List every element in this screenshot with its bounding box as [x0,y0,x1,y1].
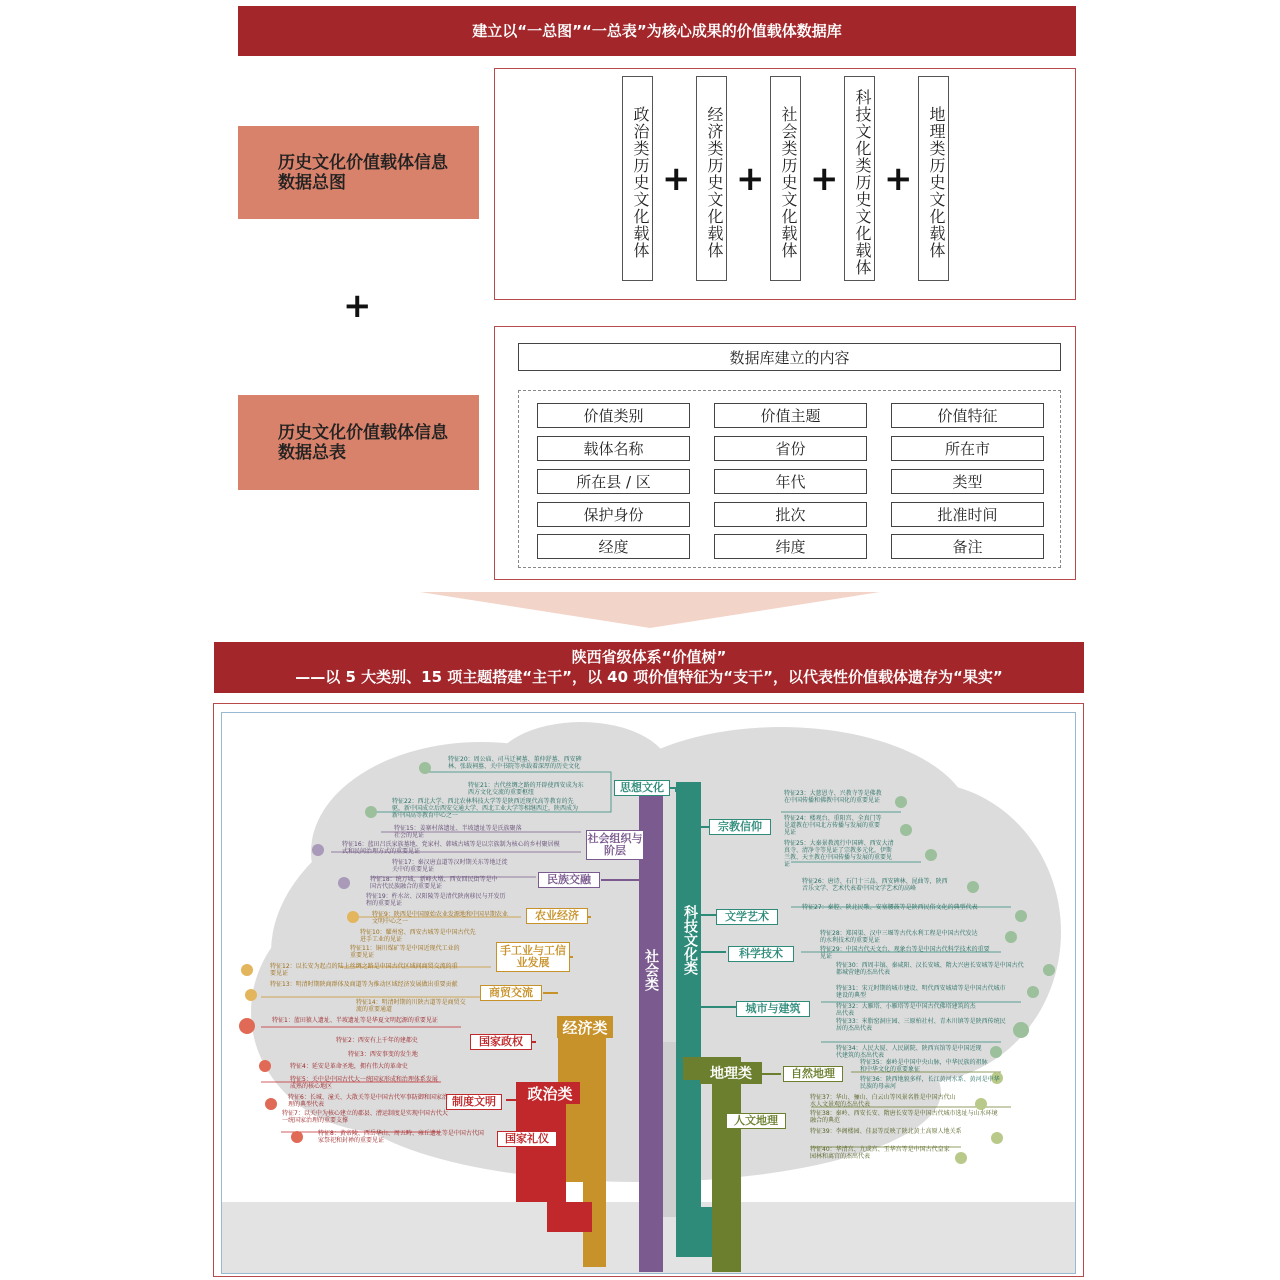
theme-label: 民族交融 [538,872,600,888]
carrier-science-label: 科技文化类历史文化载体 [853,89,872,276]
feature-text: 特征15：姜寨村落遗址、半坡遗址等是氏族聚落社会的见证 [394,825,522,839]
plus-icon: + [884,159,913,199]
theme-label: 制度文明 [446,1094,502,1110]
carrier-geography [918,76,949,281]
database-field: 类型 [891,469,1044,494]
feature-text: 特征29：中国古代天文台、观象台等是中国古代科学技术的重要见证 [820,946,990,960]
tree-banner-line1: 陕西省级体系“价值树” [571,648,727,666]
carrier-geography-label: 地理类历史文化载体 [927,106,946,259]
top-banner-text: 建立以“一总图”“一总表”为核心成果的价值载体数据库 [472,22,842,40]
data-table-label: 历史文化价值载体信息数据总表 [278,422,448,463]
data-map-label: 历史文化价值载体信息数据总图 [278,152,448,193]
plus-icon: + [662,159,691,199]
feature-text: 特征8：黄帝陵、西岳华山、周五畤、雍丘遗址等是中国古代国家祭祀和封禅的重要见证 [318,1130,484,1144]
feature-text: 特征14：明清时期的川陕古道等是商贸交流的重要通道 [356,999,466,1013]
feature-text: 特征3：西安事变的发生地 [348,1051,418,1058]
trunk-label-geography-text: 地理类 [710,1066,752,1082]
plus-icon: + [810,159,839,199]
feature-text: 特征6：长城、潼关、大散关等是中国古代军事防御和国家治理的典型代表 [288,1094,448,1108]
feature-text: 特征40：华清宫、九成宫、玉华宫等是中国古代皇家园林和离宫的杰出代表 [810,1146,950,1160]
database-field: 价值主题 [714,403,867,428]
theme-label: 手工业与工信业发展 [496,942,570,972]
feature-text: 特征18：统万城、新峰火墩、西安回民街等是中国古代民族融合的重要见证 [370,876,498,890]
theme-label: 国家礼仪 [497,1131,557,1147]
theme-label: 城市与建筑 [736,1001,810,1017]
database-field: 纬度 [714,534,867,559]
feature-text: 特征10：耀州窑、西安古城等是中国古代先进手工业的见证 [360,929,476,943]
database-field: 所在县 / 区 [537,469,690,494]
database-field: 价值类别 [537,403,690,428]
feature-text: 特征36：陕西地貌多样，长江黄河水系、黄河是中华民族的母亲河 [860,1076,1000,1090]
database-field: 经度 [537,534,690,559]
down-arrow [420,592,880,628]
feature-text: 特征27：秦腔、陕北民歌、安塞腰鼓等是陕西民俗文化的典型代表 [802,904,978,911]
theme-label: 文学艺术 [716,909,778,925]
top-banner [238,6,1076,56]
feature-text: 特征38：秦岭、西安长安、隋唐长安等是中国古代城市选址与山水环境融合的典范 [810,1110,998,1124]
carrier-social-label: 社会类历史文化载体 [779,106,798,259]
trunk-label-science-text: 科技文化类 [682,905,698,975]
feature-text: 特征39：李阁楼园、佳县等反映了陕北黄土高原人地关系 [810,1128,962,1135]
feature-text: 特征9：陕西是中国原始农业发源地和中国早期农业文明中心之一 [372,911,508,925]
tree-banner [214,642,1084,693]
data-map-box [238,126,479,219]
feature-text: 特征32：大雁塔、小雁塔等是中国古代佛塔建筑的杰出代表 [836,1003,976,1017]
feature-text: 特征30：西周丰镐、秦咸阳、汉长安城、隋大兴唐长安城等是中国古代都城营建的杰出代表 [836,962,1024,976]
feature-text: 特征19：杵水岔、汉阳陵等是清代陕南移民与开发历程的重要见证 [366,893,506,907]
feature-text: 特征31：宋元时期的城市建设、明代西安城墙等是中国古代城市建设的典型 [836,985,1006,999]
theme-label: 科学技术 [728,946,794,962]
database-field: 批次 [714,502,867,527]
feature-text: 特征13：明清时期陕商群体及商道等为推动区域经济发展做出重要贡献 [270,981,458,988]
carrier-political-label: 政治类历史文化载体 [631,106,650,259]
data-table-box [238,395,479,490]
feature-text: 特征7：以关中为核心建立的郡县、漕运制度是实现中国古代大一统国家治理的重要支撑 [282,1110,448,1124]
theme-label: 人文地理 [726,1113,786,1129]
theme-label: 思想文化 [614,780,670,796]
feature-text: 特征21：古代丝绸之路的开辟使西安成为东西方文化交流的重要枢纽 [468,782,584,796]
feature-text: 特征34：人民大厦、人民剧院、陕西宾馆等是中国近现代建筑的杰出代表 [836,1045,982,1059]
carrier-social [770,76,801,281]
feature-text: 特征5：关中是中国古代大一统国家形成和治理体系发展成熟的核心地区 [290,1076,438,1090]
carrier-science [844,76,875,281]
carrier-economic [696,76,727,281]
feature-text: 特征28：郑国渠、汉中三堰等古代水利工程是中国古代发达的水利技术的重要见证 [820,930,978,944]
trunk-label-geography [700,1062,762,1084]
feature-text: 特征11：铜川煤矿等是中国近现代工业的重要见证 [350,945,460,959]
database-field: 批准时间 [891,502,1044,527]
database-field: 保护身份 [537,502,690,527]
database-field: 价值特征 [891,403,1044,428]
theme-label: 社会组织与阶层 [586,830,644,860]
feature-text: 特征37：华山、骊山、白云山等风景名胜是中国古代山水人文景观的杰出代表 [810,1094,956,1108]
trunk-label-economic-text: 经济类 [562,1018,608,1037]
feature-text: 特征22：西北大学、西北农林科技大学等是陕西近现代高等教育的先驱，新中国成立后西安交通大学、西北工业大学等相继西迁，陕西成为新中国高等教育中心之一 [392,798,579,819]
carrier-economic-label: 经济类历史文化载体 [705,106,724,259]
plus-icon: + [736,159,765,199]
trunk-label-social [640,935,662,1005]
tree-banner-line2: ——以 5 大类别、15 项主题搭建“主干”，以 40 项价值特征为“支干”，以代表性价值载体遗存为“果实” [295,668,1003,686]
feature-text: 特征16：蓝田吕氏家族墓地、党家村、韩城古城等是以宗族制为核心的乡村聚居模式和民间治理方式的重要见证 [342,841,560,855]
theme-label: 商贸交流 [480,985,542,1001]
theme-label: 自然地理 [783,1066,843,1082]
database-field: 省份 [714,436,867,461]
feature-text: 特征24：楼观台、重阳宫、全真门等是道教在中国北方传播与发展的重要见证 [784,815,882,836]
database-field: 载体名称 [537,436,690,461]
feature-text: 特征1：蓝田猿人遗址、半坡遗址等是华夏文明起源的重要见证 [272,1017,438,1024]
feature-text: 特征2：西安有上千年的建都史 [336,1037,418,1044]
theme-label: 农业经济 [526,908,588,924]
trunk-label-political-text: 政治类 [527,1084,573,1103]
carrier-political [622,76,653,281]
feature-text: 特征25：大秦景教流行中国碑、西安大清真寺、清净寺等见证了宗教多元化，伊斯兰教、天主教在中国传播与发展的重要见证 [784,840,894,868]
feature-text: 特征4：延安是革命圣地，拥有伟大的革命史 [290,1063,408,1070]
trunk-label-science [678,890,702,990]
plus-icon: + [343,286,372,326]
database-field: 所在市 [891,436,1044,461]
database-field: 备注 [891,534,1044,559]
trunk-label-social-text: 社会类 [643,949,659,991]
database-field: 年代 [714,469,867,494]
trunk-label-political [520,1082,580,1104]
trunk-label-economic [557,1016,613,1038]
database-title [518,343,1061,371]
database-title-text: 数据库建立的内容 [729,348,850,367]
feature-text: 特征33：米脂窑洞庄园、三原柏社村、青木川镇等是陕西传统民居的杰出代表 [836,1018,1006,1032]
feature-text: 特征20：周公庙、司马迁祠墓、董仲舒墓、西安碑林、张载祠墓、关中书院等承载着深厚的历史文化 [448,756,582,770]
feature-text: 特征26：唐诗、石门十三品、西安碑林、昆曲等，陕西音乐文学、艺术代表着中国文学艺术的高峰 [802,878,948,892]
feature-text: 特征12：以长安为起点的陆上丝绸之路是中国古代区域间商贸交流的重要见证 [270,963,458,977]
theme-label: 宗教信仰 [709,819,771,835]
feature-text: 特征17：秦汉唐直道等汉时期关东等地迁徙关中的重要见证 [392,859,508,873]
feature-text: 特征23：大慈恩寺、兴教寺等是佛教在中国传播和佛教中国化的重要见证 [784,790,882,804]
feature-text: 特征35：秦岭是中国中央山脉，中华民族的祖脉和中华文化的重要象征 [860,1059,988,1073]
theme-label: 国家政权 [470,1034,532,1050]
